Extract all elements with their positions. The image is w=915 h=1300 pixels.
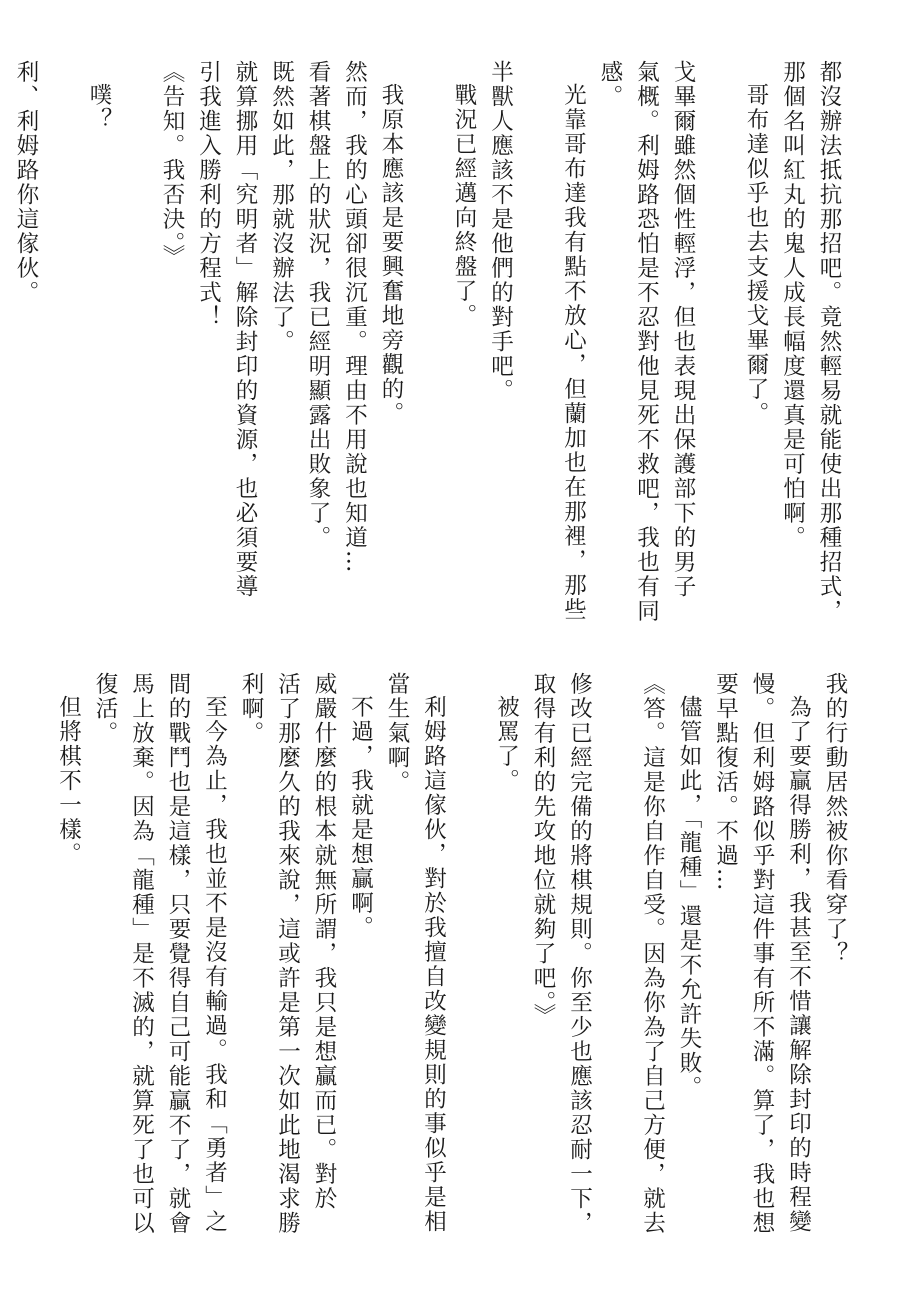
text-line: 復活。 xyxy=(92,672,118,746)
text-line: 利姆路這傢伙，對於我擅自改變規則的事似乎是相 xyxy=(420,695,447,1234)
text-line: 《答。這是你自作自受。因為你為了自己方便，就去 xyxy=(639,672,666,1236)
text-line: 既然如此，那就沒辦法了。 xyxy=(268,60,295,354)
text-line: 就算挪用「究明者」解除封印的資源，也必須要導 xyxy=(232,60,258,599)
text-line: 要早點復活。不過… xyxy=(712,672,739,893)
text-line: 半獸人應該不是他們的對手吧。 xyxy=(487,60,514,403)
text-line: 戰況已經邁向終盤了。 xyxy=(451,83,477,328)
text-line: 不過，我就是想贏啊。 xyxy=(347,695,374,940)
text-line: 慢。但利姆路似乎對這件事有所不滿。算了，我也想 xyxy=(749,672,775,1236)
text-line: 都沒辦法抵抗那招吧。竟然輕易就能使出那種招式， xyxy=(816,60,842,624)
text-line: 然而，我的心頭卻很沉重。理由不用說也知道… xyxy=(341,60,368,575)
text-line: 看著棋盤上的狀況，我已經明顯露出敗象了。 xyxy=(305,60,331,550)
text-line: 當生氣啊。 xyxy=(384,672,410,795)
text-line: 馬上放棄。因為「龍種」是不滅的，就算死了也可以 xyxy=(128,672,155,1236)
text-line: 儘管如此，「龍種」還是不允許失敗。 xyxy=(676,695,702,1101)
text-line: 利啊。 xyxy=(238,672,264,746)
text-line: 那個名叫紅丸的鬼人成長幅度還真是可怕啊。 xyxy=(779,60,806,550)
bottom-text-column xyxy=(14,672,854,1262)
text-line: 被罵了。 xyxy=(493,695,520,793)
text-line: 間的戰鬥也是這樣，只要覺得自己可能贏不了，就會 xyxy=(165,672,191,1236)
text-line: 引我進入勝利的方程式！ xyxy=(195,60,222,330)
text-line: 感。 xyxy=(597,60,623,109)
text-line: 至今為止，我也並不是沒有輸過。我和「勇者」之 xyxy=(201,695,228,1234)
text-line: 威嚴什麼的根本就無所謂，我只是想贏而已。對於 xyxy=(311,672,337,1211)
top-text-column xyxy=(8,60,848,635)
text-line: 但將棋不一樣。 xyxy=(55,695,82,867)
text-line: 我的行動居然被你看穿了？ xyxy=(822,672,848,966)
text-line: 哥布達似乎也去支援戈畢爾了。 xyxy=(743,83,769,426)
text-line: 氣概。利姆路恐怕是不忍對他見死不救吧，我也有同 xyxy=(633,60,660,624)
text-line: 《告知。我否決。》 xyxy=(159,60,185,270)
text-line: 取得有利的先攻地位就夠了吧。》 xyxy=(530,672,556,1029)
text-line: 為了要贏得勝利，我甚至不惜讓解除封印的時程變 xyxy=(785,695,812,1234)
text-line: 光靠哥布達我有點不放心，但蘭加也在那裡，那些 xyxy=(560,83,587,622)
text-line: 戈畢爾雖然個性輕浮，但也表現出保護部下的男子 xyxy=(670,60,696,599)
text-line: 利、利姆路你這傢伙。 xyxy=(13,60,39,305)
text-line: 噗？ xyxy=(86,83,112,132)
text-line: 我原本應該是要興奮地旁觀的。 xyxy=(378,83,404,426)
text-line: 修改已經完備的將棋規則。你至少也應該忍耐一下， xyxy=(566,672,593,1236)
text-line: 活了那麼久的我來說，這或許是第一次如此地渴求勝 xyxy=(274,672,301,1236)
